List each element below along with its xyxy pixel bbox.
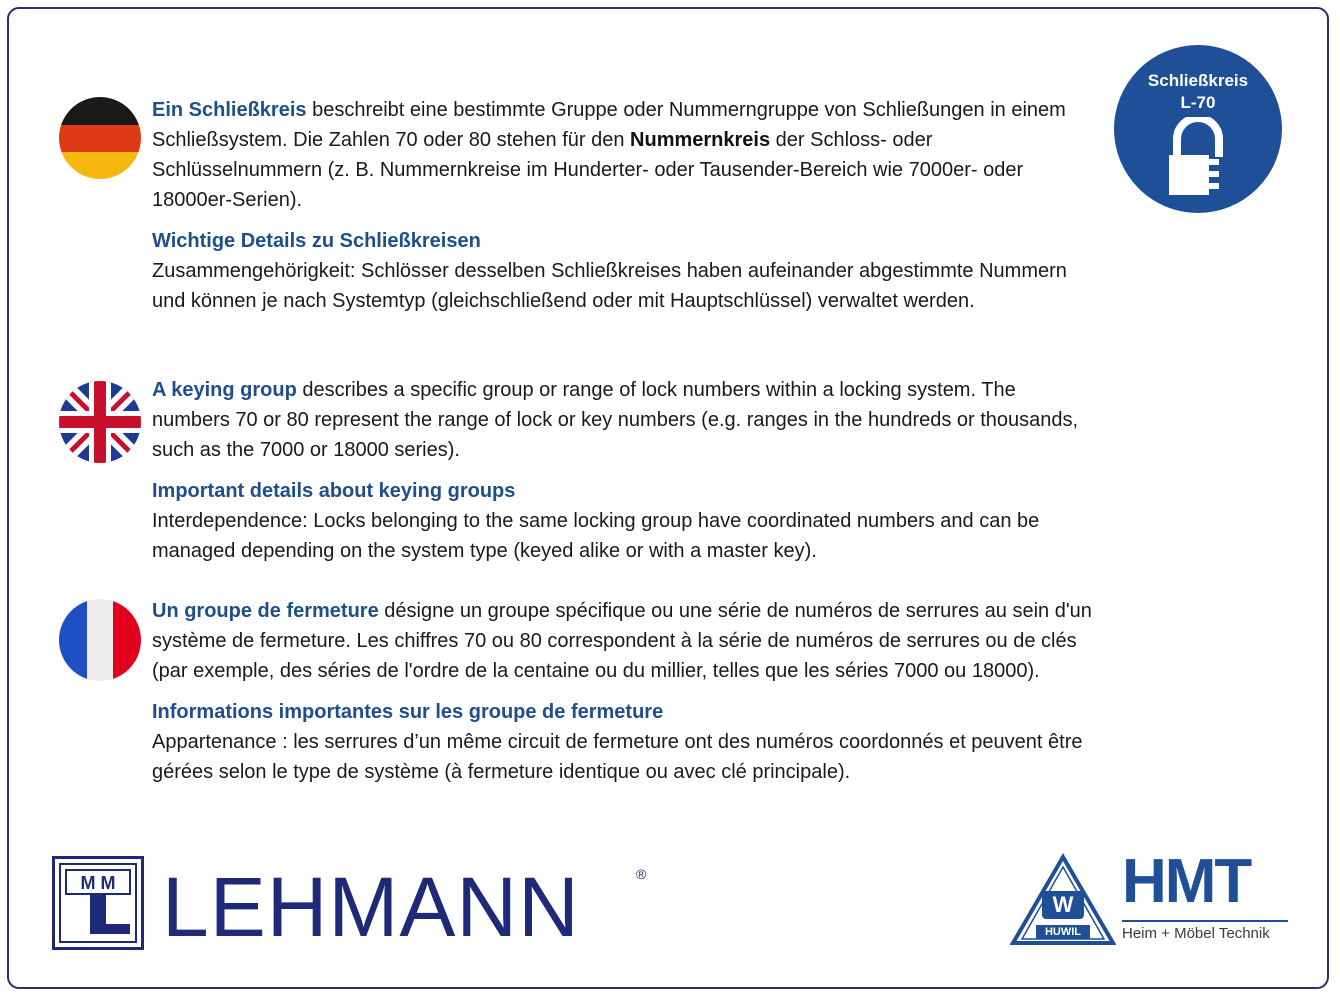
hmt-tagline: Heim + Möbel Technik [1122, 925, 1270, 942]
french-detail: Appartenance : les serrures d’un même circuit de fermeture ont des numéros coordonnés et peuvent être gérées selon le type de système (à fermeture identique ou avec clé principale). [152, 731, 1083, 783]
lehmann-mark-icon [52, 856, 144, 950]
registered-mark: ® [636, 866, 647, 882]
french-intro-text: désigne un groupe spécifique ou une série de numéros de serrures au sein d'un système de fermeture. Les chiffres 70 ou 80 correspondent à la série de numéros de serrures ou de clés (par exemple, des séries de l'ordre de la centaine ou du millier, telles que les séries 7000 ou 18000). [152, 600, 1092, 682]
french-section [152, 596, 1092, 787]
hmt-wordmark: HMT [1122, 847, 1251, 916]
french-lead: Un groupe de fermeture [152, 600, 379, 622]
svg-text:M M: M M [80, 873, 116, 893]
english-lead: A keying group [152, 379, 297, 401]
keying-group-badge [1114, 45, 1282, 213]
german-detail: Zusammengehörigkeit: Schlösser desselben Schließkreises haben aufeinander abgestimmte Nummern und können je nach Systemtyp (gleichschließend oder mit Hauptschlüssel) verwaltet werden. [152, 260, 1067, 312]
german-intro [152, 95, 1092, 215]
german-subhead: Wichtige Details zu Schließkreisen [152, 230, 481, 252]
lehmann-logo [52, 856, 662, 952]
english-intro-text: describes a specific group or range of lock numbers within a locking system. The numbers 70 or 80 represent the range of lock or key numbers (e.g. ranges in the hundreds or thousands, such as the 7000 or 18000 series). [152, 379, 1079, 461]
english-subhead: Important details about keying groups [152, 480, 516, 502]
united-kingdom-flag-icon [59, 381, 141, 463]
germany-flag-icon [59, 97, 141, 179]
huwil-w: W [1052, 892, 1074, 917]
huwil-label: HUWIL [1044, 926, 1082, 938]
german-section [152, 95, 1092, 316]
padlock-icon [1167, 117, 1229, 197]
german-intro-bold: Nummernkreis [630, 129, 771, 151]
french-subhead: Informations importantes sur les groupe de fermeture [152, 701, 664, 723]
german-lead: Ein Schließkreis [152, 99, 307, 121]
hmt-huwil-logo [1010, 847, 1290, 949]
badge-code: L-70 [1180, 93, 1216, 112]
german-intro-a: beschreibt eine bestimmte Gruppe oder Nummerngruppe von Schließungen in einem Schließsystem. Die Zahlen 70 oder 80 stehen für den [152, 99, 1066, 151]
german-intro-b: der Schloss- oder Schlüsselnummern (z. B. Nummernkreise im Hunderter- oder Tausender-Bereich wie 7000er- oder 18000er-Serien). [152, 129, 1024, 211]
english-intro [152, 375, 1092, 465]
hmt-divider [1122, 920, 1288, 922]
lehmann-wordmark: LEHMANN [162, 860, 580, 954]
english-detail: Interdependence: Locks belonging to the same locking group have coordinated numbers and can be managed depending on the system type (keyed alike or with a master key). [152, 510, 1040, 562]
france-flag-icon [59, 599, 141, 681]
french-intro [152, 596, 1092, 686]
badge-title: Schließkreis [1147, 71, 1249, 90]
english-section [152, 375, 1092, 566]
